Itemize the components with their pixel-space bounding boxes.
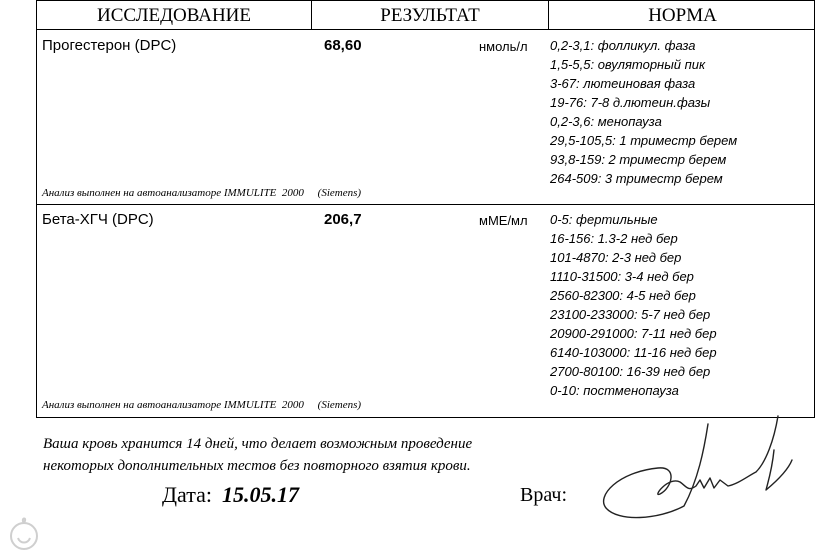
reference-range: 3-67: лютеиновая фаза	[550, 76, 696, 91]
reference-range: 16-156: 1.3-2 нед бер	[550, 231, 678, 246]
reference-range: 2700-80100: 16-39 нед бер	[550, 364, 711, 379]
reference-range: 6140-103000: 11-16 нед бер	[550, 345, 717, 360]
test-value: 206,7	[324, 211, 362, 228]
reference-range: 23100-233000: 5-7 нед бер	[550, 307, 711, 322]
test-unit: нмоль/л	[479, 39, 528, 54]
reference-range: 20900-291000: 7-11 нед бер	[550, 326, 717, 341]
reference-range: 29,5-105,5: 1 триместр берем	[550, 133, 738, 148]
test-unit: мМЕ/мл	[479, 213, 528, 228]
reference-range: 1,5-5,5: овуляторный пик	[550, 57, 706, 72]
reference-range: 0-10: постменопауза	[550, 383, 679, 398]
table-row-beta-hcg	[37, 205, 814, 418]
reference-range: 101-4870: 2-3 нед бер	[550, 250, 682, 265]
doctor-label: Врач:	[520, 484, 568, 506]
test-name: Бета-ХГЧ (DPC)	[42, 211, 154, 228]
header-study: ИССЛЕДОВАНИЕ	[96, 5, 251, 26]
storage-notice-line: Ваша кровь хранится 14 дней, что делает возможным проведение	[43, 436, 473, 452]
results-table	[36, 0, 815, 418]
doctor-signature	[588, 410, 808, 530]
reference-range-list	[550, 36, 737, 188]
header-norm: НОРМА	[648, 5, 717, 26]
reference-range: 0,2-3,6: менопауза	[550, 114, 662, 129]
reference-range: 1110-31500: 3-4 нед бер	[550, 269, 694, 284]
watermark-logo-icon	[4, 514, 44, 554]
reference-range: 264-509: 3 триместр берем	[550, 171, 723, 186]
table-row-progesterone	[37, 30, 814, 204]
reference-range-list	[550, 210, 717, 400]
storage-notice-line: некоторых дополнительных тестов без повторного взятия крови.	[43, 458, 471, 474]
analyzer-note: Анализ выполнен на автоанализаторе IMMULITE 2000 (Siemens)	[42, 187, 362, 199]
header-result: РЕЗУЛЬТАТ	[380, 5, 480, 26]
test-name: Прогестерон (DPC)	[42, 37, 177, 54]
reference-range: 0,2-3,1: фолликул. фаза	[550, 38, 696, 53]
reference-range: 93,8-159: 2 триместр берем	[550, 152, 727, 167]
date-label: Дата:	[162, 482, 212, 507]
reference-range: 2560-82300: 4-5 нед бер	[550, 288, 696, 303]
table-header	[37, 0, 814, 30]
reference-range: 19-76: 7-8 д.лютеин.фазы	[550, 95, 711, 110]
reference-range: 0-5: фертильные	[550, 212, 658, 227]
date-value: 15.05.17	[222, 482, 299, 507]
storage-notice	[43, 433, 472, 477]
test-value: 68,60	[324, 37, 362, 54]
analyzer-note: Анализ выполнен на автоанализаторе IMMULITE 2000 (Siemens)	[42, 399, 362, 411]
